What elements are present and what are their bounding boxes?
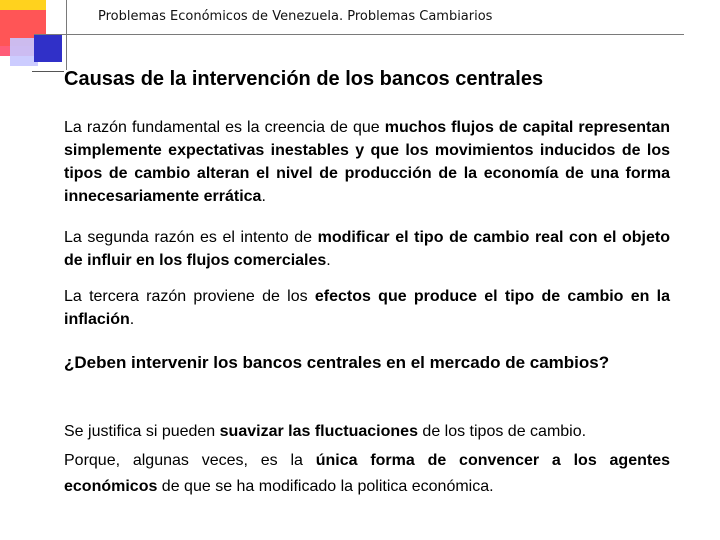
text: .	[129, 311, 135, 328]
text: de que se ha modificado la politica económica.	[157, 478, 494, 495]
text: .	[261, 188, 266, 205]
text: La tercera razón proviene de los	[64, 288, 315, 305]
text: .	[326, 252, 331, 269]
paragraph-first-reason	[64, 116, 670, 208]
paragraph-reason-because	[64, 448, 670, 500]
paragraph-second-reason	[64, 226, 670, 272]
emphasis: muchos flujos de capital representan simplemente expectativas inestables y que los movimientos inducidos de los tipos de cambio alteran el nivel de producción de la economía de una forma innecesariamente errática	[64, 119, 671, 205]
emphasis: suavizar las fluctuaciones	[219, 423, 418, 440]
emphasis: modificar el tipo de cambio real con el objeto de influir en los flujos comerciales	[64, 229, 670, 269]
emphasis: única forma de convencer a los agentes económicos	[64, 452, 671, 495]
paragraph-justification	[64, 420, 670, 443]
decor-blue-square	[34, 34, 62, 62]
emphasis: efectos que produce el tipo de cambio en la inflación	[64, 288, 670, 328]
text: La segunda razón es el intento de	[64, 229, 318, 246]
text: La razón fundamental es la creencia de que	[64, 119, 385, 136]
decor-horizontal-line	[34, 34, 684, 35]
decor-title-line	[32, 71, 64, 72]
text: Porque, algunas veces, es la	[64, 452, 316, 469]
slide-header: Problemas Económicos de Venezuela. Problemas Cambiarios	[98, 9, 493, 24]
decor-vertical-line	[66, 0, 67, 70]
question-heading: ¿Deben intervenir los bancos centrales en el mercado de cambios?	[64, 353, 610, 372]
slide-title: Causas de la intervención de los bancos centrales	[64, 68, 544, 90]
paragraph-third-reason	[64, 285, 670, 331]
text: de los tipos de cambio.	[417, 423, 587, 440]
text: Se justifica si pueden	[64, 423, 220, 440]
